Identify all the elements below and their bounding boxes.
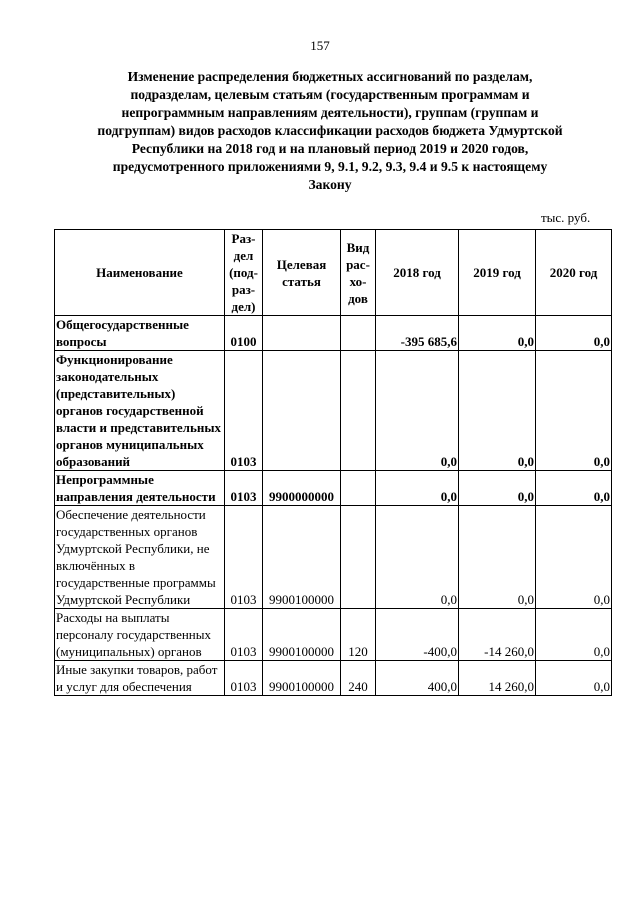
row-type: 120	[341, 609, 376, 661]
row-2018: -395 685,6	[376, 316, 459, 351]
table-row	[55, 351, 612, 471]
row-section: 0103	[225, 471, 263, 506]
row-name: Функционирование законодательных (представительных) органов государственной власти и представительных органов муниципальных образований	[55, 351, 225, 471]
header-section: Раз-дел (под-раз-дел)	[225, 230, 263, 316]
row-2020: 0,0	[536, 661, 612, 696]
document-title: Изменение распределения бюджетных ассигнований по разделам, подразделам, целевым статьям (государственным программам и непрограммным направлениям деятельности), группам (группам и подгруппам) видов расходов классификации расходов бюджета Удмуртской Республики на 2018 год и на плановый период 2019 и 2020 годов, предусмотренного приложениями 9, 9.1, 9.2, 9.3, 9.4 и 9.5 к настоящему Закону	[97, 69, 563, 192]
header-type: Вид рас-хо-дов	[341, 230, 376, 316]
row-section: 0103	[225, 609, 263, 661]
table-row	[55, 471, 612, 506]
header-name: Наименование	[55, 230, 225, 316]
header-2020: 2020 год	[536, 230, 612, 316]
row-section: 0100	[225, 316, 263, 351]
row-2019: 14 260,0	[459, 661, 536, 696]
row-target: 9900000000	[263, 471, 341, 506]
row-2020: 0,0	[536, 506, 612, 609]
row-type: 240	[341, 661, 376, 696]
row-name: Расходы на выплаты персоналу государственных (муниципальных) органов	[55, 609, 225, 661]
table-row	[55, 661, 612, 696]
table-row	[55, 316, 612, 351]
row-type	[341, 351, 376, 471]
row-2020: 0,0	[536, 471, 612, 506]
row-2019: 0,0	[459, 506, 536, 609]
units-label: тыс. руб.	[541, 210, 591, 225]
row-2020: 0,0	[536, 316, 612, 351]
table-header-row	[55, 230, 612, 316]
row-2018: 0,0	[376, 351, 459, 471]
row-type	[341, 316, 376, 351]
row-section: 0103	[225, 351, 263, 471]
row-2019: 0,0	[459, 316, 536, 351]
row-target	[263, 351, 341, 471]
row-target	[263, 316, 341, 351]
row-name: Иные закупки товаров, работ и услуг для обеспечения	[55, 661, 225, 696]
row-name: Непрограммные направления деятельности	[55, 471, 225, 506]
row-type	[341, 506, 376, 609]
row-target: 9900100000	[263, 661, 341, 696]
header-2019: 2019 год	[459, 230, 536, 316]
row-2019: 0,0	[459, 351, 536, 471]
row-2018: 0,0	[376, 506, 459, 609]
table-row	[55, 506, 612, 609]
row-2018: 0,0	[376, 471, 459, 506]
row-2019: 0,0	[459, 471, 536, 506]
row-section: 0103	[225, 661, 263, 696]
row-2018: -400,0	[376, 609, 459, 661]
row-name: Обеспечение деятельности государственных органов Удмуртской Республики, не включённых в государственные программы Удмуртской Республики	[55, 506, 225, 609]
row-name: Общегосударственные вопросы	[55, 316, 225, 351]
row-2020: 0,0	[536, 609, 612, 661]
row-2018: 400,0	[376, 661, 459, 696]
row-2020: 0,0	[536, 351, 612, 471]
header-target: Целевая статья	[263, 230, 341, 316]
row-type	[341, 471, 376, 506]
page-number: 157	[310, 38, 330, 53]
row-target: 9900100000	[263, 506, 341, 609]
row-target: 9900100000	[263, 609, 341, 661]
row-section: 0103	[225, 506, 263, 609]
budget-table	[54, 229, 612, 696]
header-2018: 2018 год	[376, 230, 459, 316]
row-2019: -14 260,0	[459, 609, 536, 661]
table-row	[55, 609, 612, 661]
